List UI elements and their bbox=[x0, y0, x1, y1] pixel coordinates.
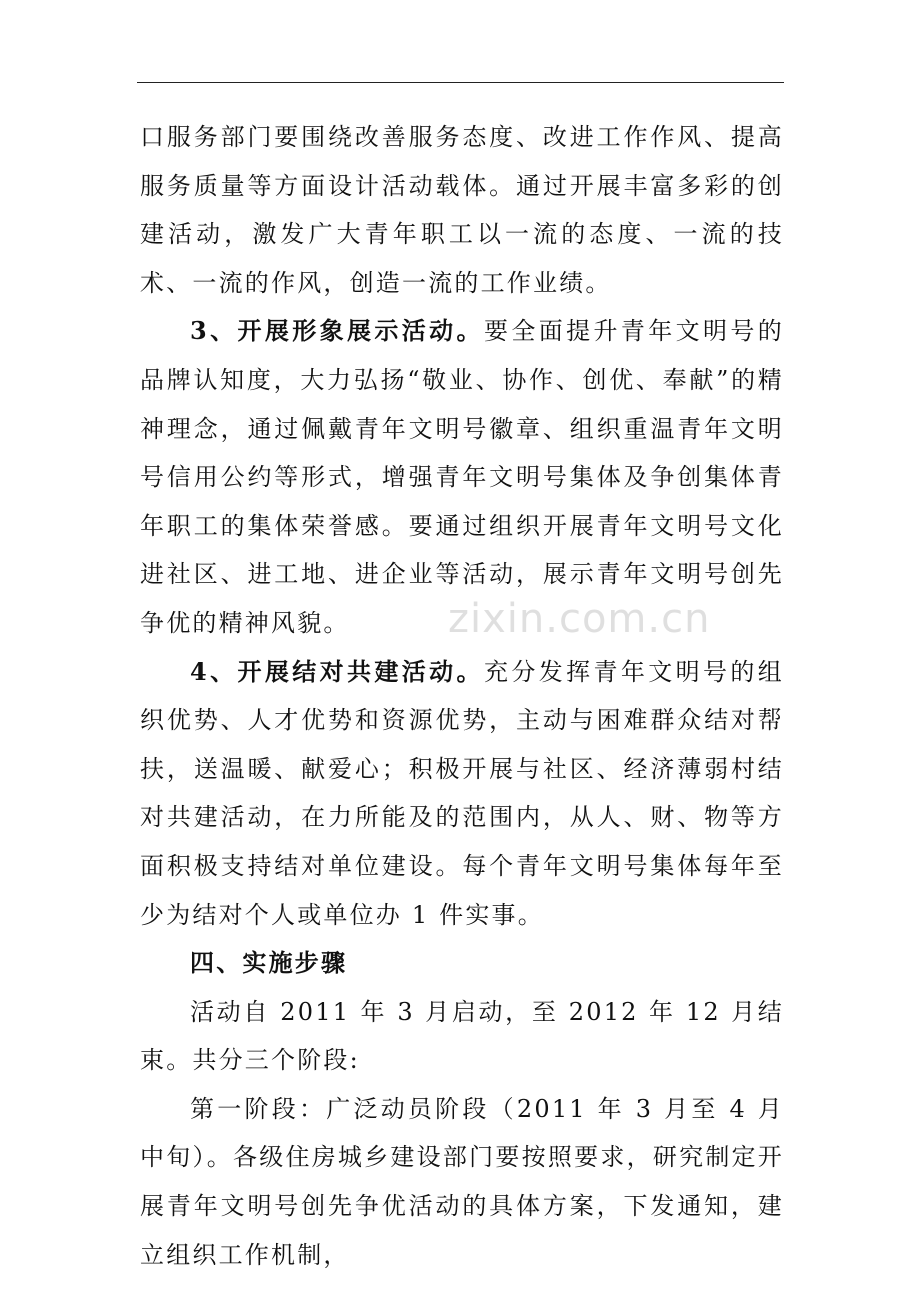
paragraph-5-text: 活动自 2011 年 3 月启动，至 2012 年 12 月结束。共分三个阶段: bbox=[140, 997, 784, 1075]
paragraph-2 bbox=[140, 307, 784, 647]
body-text bbox=[140, 113, 784, 1279]
paragraph-5 bbox=[140, 988, 784, 1085]
paragraph-2-text: 要全面提升青年文明号的品牌认知度，大力弘扬“敬业、协作、创优、奉献”的精神理念，通过佩戴青年文明号徽章、组织重温青年文明号信用公约等形式，增强青年文明号集体及争创集体青年职工的集体荣誉感。要通过组织开展青年文明号文化进社区、进工地、进企业等活动，展示青年文明号创先争优的精神风貌。 bbox=[140, 317, 784, 637]
paragraph-3-heading: 4、开展结对共建活动。 bbox=[190, 656, 484, 686]
paragraph-3-text: 充分发挥青年文明号的组织优势、人才优势和资源优势，主动与困难群众结对帮扶，送温暖、献爱心；积极开展与社区、经济薄弱村结对共建活动，在力所能及的范围内，从人、财、物等方面积极支持结对单位建设。每个青年文明号集体每年至少为结对个人或单位办 1 件实事。 bbox=[140, 657, 784, 929]
paragraph-1 bbox=[140, 113, 784, 307]
paragraph-6-text: 第一阶段：广泛动员阶段（2011 年 3 月至 4 月中旬）。各级住房城乡建设部门要按照要求，研究制定开展青年文明号创先争优活动的具体方案，下发通知，建立组织工作机制， bbox=[140, 1094, 784, 1269]
paragraph-1-text: 口服务部门要围绕改善服务态度、改进工作作风、提高服务质量等方面设计活动载体。通过开展丰富多彩的创建活动，激发广大青年职工以一流的态度、一流的技术、一流的作风，创造一流的工作业绩。 bbox=[140, 123, 784, 297]
watermark: zixin.com.cn bbox=[448, 596, 711, 642]
paragraph-6 bbox=[140, 1085, 784, 1279]
section-heading-text: 四、实施步骤 bbox=[190, 948, 348, 978]
paragraph-2-heading: 3、开展形象展示活动。 bbox=[190, 316, 484, 346]
header-rule bbox=[137, 82, 784, 83]
paragraph-3 bbox=[140, 648, 784, 940]
section-heading bbox=[140, 939, 784, 988]
